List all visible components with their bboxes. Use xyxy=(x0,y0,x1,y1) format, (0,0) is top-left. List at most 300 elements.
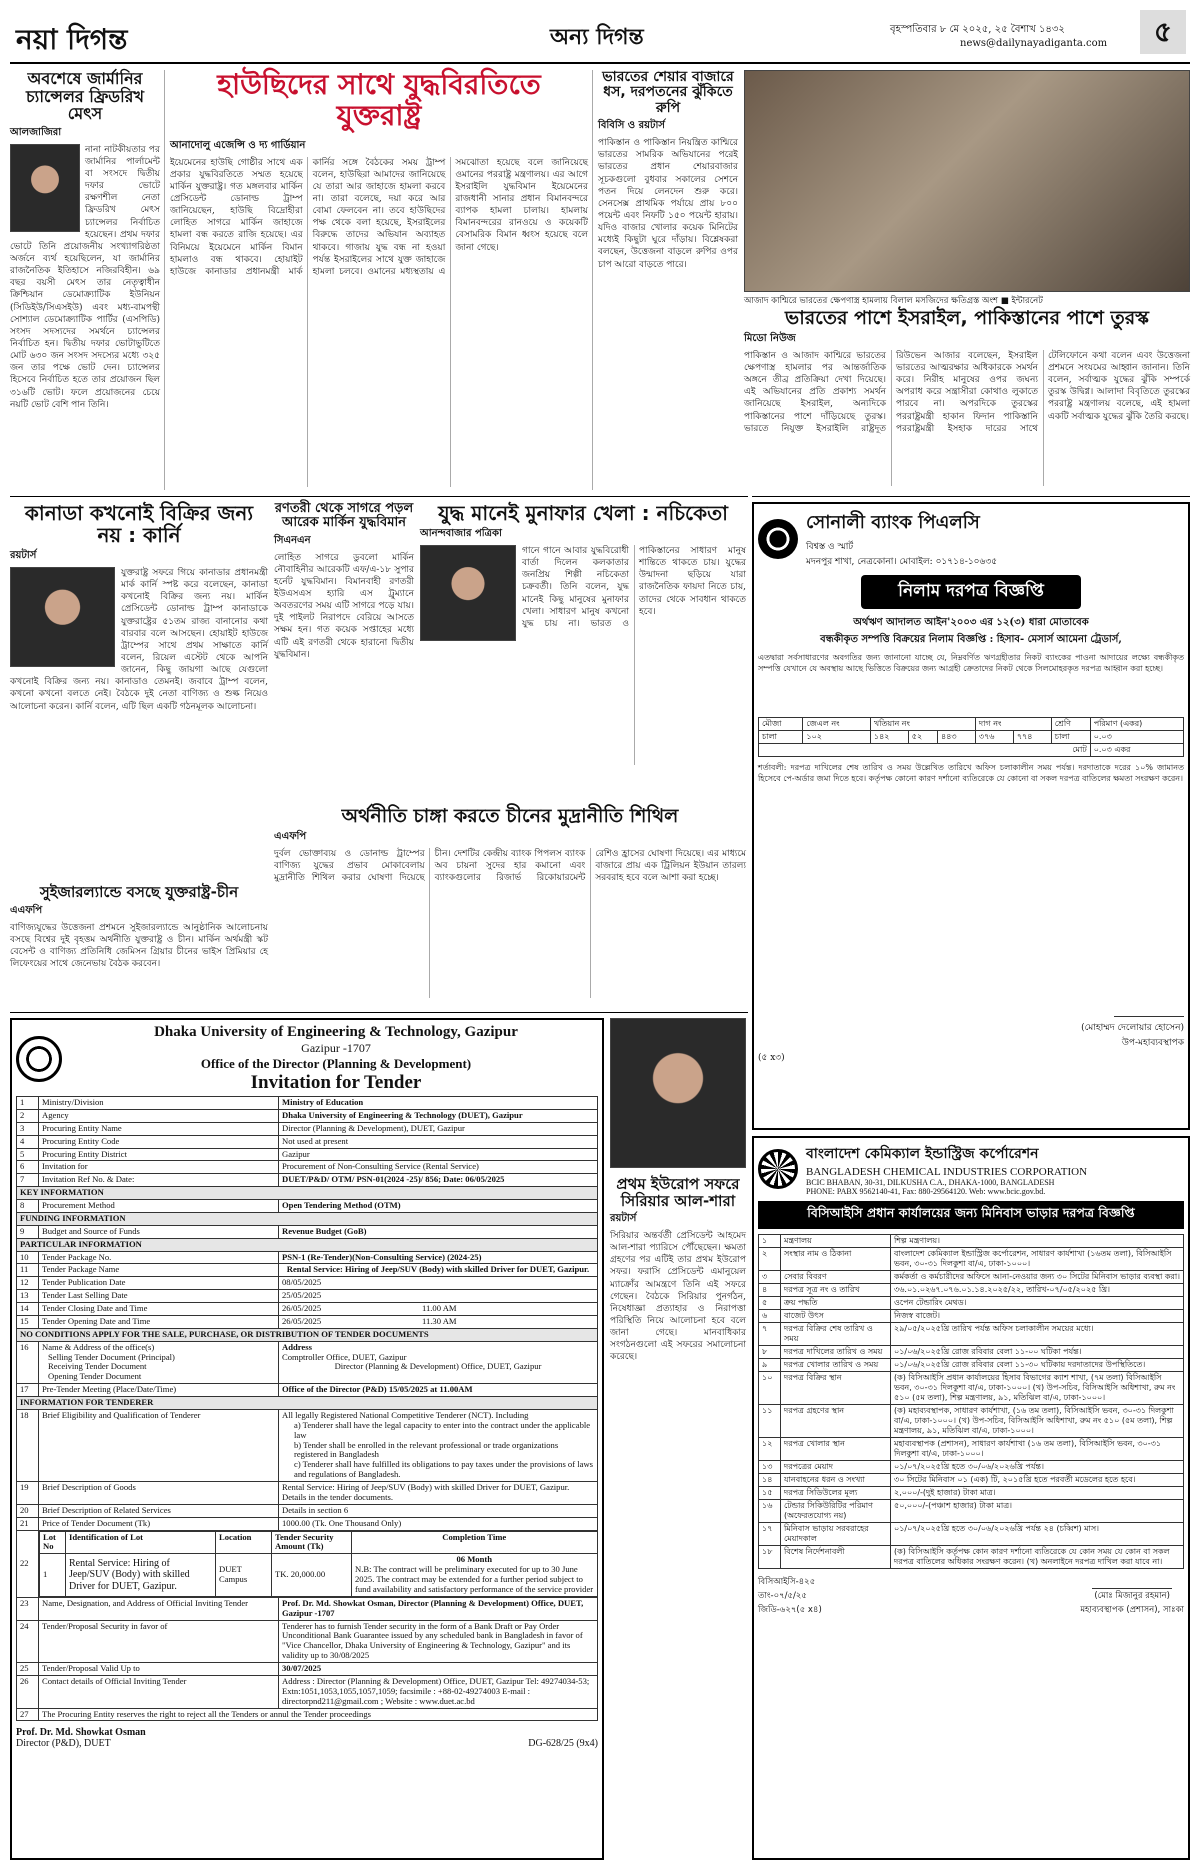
row-value: 25/05/2025 xyxy=(279,1290,598,1303)
syria-byline: রয়টার্স xyxy=(610,1213,637,1224)
row-value: DUET/P&D/ OTM/ PSN-01(2024 -25)/ 856; Date: 06/05/2025 xyxy=(279,1174,598,1187)
row-label: দরপত্র গ্রহণের স্থান xyxy=(781,1405,891,1438)
table-row xyxy=(17,1290,598,1303)
lot-amount: TK. 20,000.00 xyxy=(272,1554,352,1597)
table-row xyxy=(17,1663,598,1676)
red-sea-headline: রণতরী থেকে সাগরে পড়ল আরেক মার্কিন যুদ্ধবিমান xyxy=(274,501,414,531)
article-syria xyxy=(610,1018,746,1860)
total-value: ০.০৩ একর xyxy=(1090,744,1183,757)
article-india-stock xyxy=(598,70,738,490)
china-body: দুর্বল ভোক্তাব্যয় ও ডোনাল্ড ট্রাম্পের বাণিজ্য যুদ্ধের প্রভাব মোকাবেলায় মুদ্রানীতি শিথিল করার ঘোষণা দিয়েছে চীন। দেশটির কেন্দ্রীয় ব্যাংক পিপলস ব্যাংক অব চায়না সুদের হার কমানো এবং ব্যাংকগুলোর রিজার্ভ রিকোয়ারমেন্ট রেশিও হ্রাসের ঘোষণা দিয়েছে। এর মাধ্যমে বাজারে প্রায় এক ট্রিলিয়ন ইউয়ান তারল্য সরবরাহ হবে বলে আশা করা হচ্ছে। xyxy=(274,848,746,884)
row-value: ৫০,০০০/-(পঞ্চাশ হাজার) টাকা মাত্র। xyxy=(891,1500,1184,1523)
row-label: যানবাহনের ধরন ও সংখ্যা xyxy=(781,1474,891,1487)
row-value: ২,০০০/-(দুই হাজার) টাকা মাত্র। xyxy=(891,1487,1184,1500)
table-row xyxy=(759,1359,1184,1372)
table-row xyxy=(759,1372,1184,1405)
table-cell: চালা xyxy=(759,731,803,744)
row-label: মিনিবাস ভাড়ায় সরবরাহের মেয়াদকাল xyxy=(781,1523,891,1546)
row-num: ৮ xyxy=(759,1346,781,1359)
china-byline: এএফপি xyxy=(274,830,307,842)
table-row xyxy=(759,1323,1184,1346)
masthead xyxy=(10,6,1190,62)
page-number: ৫ xyxy=(1140,10,1186,54)
table-cell: ১০২ xyxy=(803,731,870,744)
lot-container xyxy=(39,1530,598,1597)
table-row xyxy=(759,1461,1184,1474)
lot-location: DUET Campus xyxy=(216,1554,272,1597)
syria-body: সিরিয়ার অন্তর্বর্তী প্রেসিডেন্ট আহমেদ আল-শারা প্যারিসে পৌঁছেছেন। ক্ষমতা গ্রহণের পর এটিই তার প্রথম ইউরোপ সফর। ফরাসি প্রেসিডেন্ট এমানুয়েল ম্যাক্রোঁর আমন্ত্রণে তিনি এই সফরে গেছেন। বৈঠকে সিরিয়ার পুনর্গঠন, নিষেধাজ্ঞা প্রত্যাহার ও নিরাপত্তা পরিস্থিতি নিয়ে আলোচনা হবে বলে জানা গেছে। মানবাধিকার সংগঠনগুলো এই সফরের সমালোচনা করেছে। xyxy=(610,1231,746,1363)
sonali-property-table xyxy=(758,717,1184,757)
row-num: 10 xyxy=(17,1251,39,1264)
row-value: Rental Service: Hiring of Jeep/SUV (Body) with skilled Driver for DUET, Gazipur. Details in the tender documents. xyxy=(279,1482,598,1505)
lot-header: Identification of Lot xyxy=(66,1531,216,1554)
duet-tender-ad xyxy=(10,1018,604,1860)
row-label: সংস্থার নাম ও ঠিকানা xyxy=(781,1248,891,1271)
table-row xyxy=(759,1284,1184,1297)
bcic-logo-icon xyxy=(758,1149,798,1189)
row-num: 26 xyxy=(17,1675,39,1708)
row-num: ১০ xyxy=(759,1372,781,1405)
row-label: Contact details of Official Inviting Tender xyxy=(39,1675,279,1708)
india-stock-body: পাকিস্তান ও পাকিস্তান নিয়ন্ত্রিত কাশ্মিরে ভারতের সামরিক অভিযানের পরেই ভারতের প্রধান শেয়ারবাজার সূচকগুলো বুধবার সকালের সেশনে পতন দিয়ে লেনদেন শুরু করে। সেনসেক্স প্রাথমিক পর্যায়ে প্রায় ৮০০ পয়েন্ট এবং নিফটি ১৫০ পয়েন্ট হারায়। যদিও বাজার খোলার কয়েক মিনিটের মধ্যেই কিছুটা ঘুরে দাঁড়ায়। বিশ্লেষকরা বলছেন, উত্তেজনা বাড়লে রুপির ওপর চাপ আরো বাড়তে পারে। xyxy=(598,138,738,270)
row-label: Price of Tender Document (Tk) xyxy=(39,1517,279,1530)
row-value: Address : Director (Planning & Development) Office, DUET, Gazipur Tel: 49274034-53; Extn:1051,1053,1055,1057,1059; facsimile : +88-02-49274003 E-mail : directorpnd211@gmail.com ; Website : www.duet.ac.bd xyxy=(279,1675,598,1708)
row-rule-2 xyxy=(10,1012,748,1013)
row-value: কর্মকর্তা ও কর্মচারীদের অফিসে আনা-নেওয়ার জন্য ৩০ সিটের মিনিবাস ভাড়ার ব্যবস্থা করা। xyxy=(891,1271,1184,1284)
lot-time-body: N.B: The contract will be preliminary executed for up to 30 June 2025. The contract may be extended for a further period subject to fund availability and satisfactory performance of the service provider xyxy=(355,1564,594,1594)
table-row xyxy=(17,1708,598,1721)
row-label: Brief Description of Related Services xyxy=(39,1504,279,1517)
article-main xyxy=(170,70,588,490)
table-row xyxy=(759,1235,1184,1248)
row-num: 19 xyxy=(17,1482,39,1505)
section-particular: PARTICULAR INFORMATION xyxy=(17,1238,598,1251)
row-num: 14 xyxy=(17,1303,39,1316)
syria-headline: প্রথম ইউরোপ সফরে সিরিয়ার আল-শারা xyxy=(616,1175,740,1210)
table-header-cell: মৌজা xyxy=(759,718,803,731)
row-value: নিজস্ব বাজেট। xyxy=(891,1310,1184,1323)
table-cell: চালা xyxy=(1051,731,1090,744)
duet-sign-name: Prof. Dr. Md. Showkat Osman xyxy=(16,1727,146,1739)
row-num: ১৫ xyxy=(759,1487,781,1500)
opening-date: 26/05/2025 xyxy=(282,1315,322,1326)
row-value: (ক) বিসিআইসি প্রধান কার্যালয়ের হিসাব বিভাগের ক্যাশ শাখা, (৭ম তলা) বিসিআইসি ভবন, ৩০-৩১ দিলকুশা বা/এ, ঢাকা-১০০০। (খ) উপ-সচিব, বিসিআইসি অধিশাখা, রুম নং ৫১০ (৫ম তলা), শিল্প মন্ত্রণালয়, ৯১, মতিঝিল বা/এ, ঢাকা-১০০০। xyxy=(891,1372,1184,1405)
row-label: Procuring Entity Code xyxy=(39,1135,279,1148)
table-row xyxy=(17,1620,598,1663)
row-label: দরপত্র খোলার স্থান xyxy=(781,1438,891,1461)
row-label: Pre-Tender Meeting (Place/Date/Time) xyxy=(39,1384,279,1397)
row-num: ১ xyxy=(759,1235,781,1248)
article-china xyxy=(274,806,746,1006)
row-value: Open Tendering Method (OTM) xyxy=(279,1200,598,1213)
row-value: 30/07/2025 xyxy=(279,1663,598,1676)
row-label: ক্রয় পদ্ধতি xyxy=(781,1297,891,1310)
row-num: 5 xyxy=(17,1148,39,1161)
table-row xyxy=(17,1200,598,1213)
sonali-bank-ad xyxy=(752,502,1190,1130)
row-label: দরপত্রের মেয়াদ xyxy=(781,1461,891,1474)
table-header-cell: জেএল নং xyxy=(803,718,870,731)
row-value: Revenue Budget (GoB) xyxy=(279,1225,598,1238)
row-value: 1000.00 (Tk. One Thousand Only) xyxy=(279,1517,598,1530)
row-value xyxy=(279,1303,598,1316)
section-header xyxy=(17,1212,598,1225)
row-num: ৯ xyxy=(759,1359,781,1372)
duet-sign-title: Director (P&D), DUET xyxy=(16,1738,111,1750)
row-label xyxy=(39,1341,279,1384)
masthead-rule xyxy=(10,62,1190,64)
main-body: ইয়েমেনের হাউছি গোষ্ঠীর সাথে এক প্রকার যুদ্ধবিরতিতে সম্মত হয়েছে মার্কিন যুক্তরাষ্ট্র। গত মঙ্গলবার মার্কিন প্রেসিডেন্ট ডোনাল্ড ট্রাম্প জানিয়েছেন, হাউছি বিদ্রোহীরা লোহিত সাগরে মার্কিন জাহাজে হামলা বন্ধ করতে রাজি হয়েছে। এর বিনিময়ে ইয়েমেনে মার্কিন বিমান হামলাও বন্ধ থাকবে। হোয়াইট হাউজে কানাডার প্রধানমন্ত্রী মার্ক কার্নির সঙ্গে বৈঠকের সময় ট্রাম্প বলেন, হাউছিরা আমাদের জানিয়েছে যে তারা আর জাহাজে হামলা করবে না। তারা বলেছে, দয়া করে আর বোমা ফেলবেন না। তবে হাউছিদের পক্ষ থেকে বলা হয়েছে, ইসরাইলের বিরুদ্ধে তাদের অভিযান অব্যাহত থাকবে। গাজায় যুদ্ধ বন্ধ না হওয়া পর্যন্ত ইসরাইলের সাথে যুক্ত জাহাজে হামলা চলবে। ওমানের মধ্যস্থতায় এ সমঝোতা হয়েছে বলে জানিয়েছে ওমানের পররাষ্ট্র মন্ত্রণালয়। এর আগে ইসরাইলি যুদ্ধবিমান ইয়েমেনের রাজধানী সানার প্রধান বিমানবন্দরে ব্যাপক হামলা চালায়। হামলায় বিমানবন্দরের রানওয়ে ও কয়েকটি বেসামরিক বিমান ধ্বংস হয়েছে বলে জানা গেছে। xyxy=(170,157,588,277)
table-row xyxy=(17,1303,598,1316)
row-label: দরপত্র সিডিউলের মূল্য xyxy=(781,1487,891,1500)
lot-no: 1 xyxy=(40,1554,66,1597)
col-rule-1 xyxy=(164,70,165,490)
war-profit-body: গানে গানে আবার যুদ্ধবিরোধী বার্তা দিলেন কলকাতার জনপ্রিয় শিল্পী নচিকেতা চক্রবর্তী। তিনি বলেন, যুদ্ধ মানেই কিছু মানুষের মুনাফার খেলা। সাধারণ মানুষ কখনো যুদ্ধ চায় না। ভারত ও পাকিস্তানের সাধারণ মানুষ শান্তিতে থাকতে চায়। যুদ্ধের উন্মাদনা ছড়িয়ে যারা রাজনৈতিক ফায়দা নিতে চায়, তাদের থেকে সাবধান থাকতে হবে। xyxy=(522,546,746,629)
row-label: Brief Eligibility and Qualification of Tenderer xyxy=(39,1409,279,1481)
row16-item-label: Selling Tender Document (Principal) xyxy=(48,1351,175,1362)
table-row xyxy=(17,1277,598,1290)
germany-body: নানা নাটকীয়তার পর জার্মানির পার্লামেন্ট বা সংসদে দ্বিতীয় দফার ভোটে রক্ষণশীল নেতা ফ্রিডরিখ মেৎস চ্যান্সেলর নির্বাচিত হয়েছেন। প্রথম দফার ভোটে তিনি প্রয়োজনীয় সংখ্যাগরিষ্ঠতা অর্জনে ব্যর্থ হয়েছিলেন, যা জার্মানির রাজনৈতিক ইতিহাসে নজিরবিহীন। ৬৯ বছর বয়সী মেৎস তার নেতৃত্বাধীন ক্রিশ্চিয়ান ডেমোক্র্যাটিক ইউনিয়ন (সিডিইউ/সিএসইউ) এবং মধ্য-বামপন্থী সোশ্যাল ডেমোক্র্যাটিক পার্টির (এসপিডি) সংসদ সদস্যদের সমর্থনে চ্যান্সেলর নির্বাচিত হন। দ্বিতীয় দফার ভোটাভুটিতে মোট ৬৩০ জন সংসদ সদস্যের মধ্যে ৩২৫ জন তার পক্ষে ভোট দেন। চ্যান্সেলর হিসেবে নির্বাচিত হতে তার প্রয়োজন ছিল ৩১৬টি ভোট। ফলে প্রয়োজনের চেয়ে নয়টি ভোট বেশি পান তিনি। xyxy=(10,144,160,410)
table-row xyxy=(17,1264,598,1277)
section-title: অন্য দিগন্ত xyxy=(550,25,644,50)
table-row xyxy=(17,1409,598,1481)
row-num: 25 xyxy=(17,1663,39,1676)
table-row xyxy=(759,1487,1184,1500)
row-value: মহাব্যবস্থাপক (প্রশাসন), সাধারণ কার্যশাখা (১৬ তম তলা), বিসিআইসি ভবন, ৩০-৩১ দিলকুশা বা/এ, ঢাকা-১০০০। xyxy=(891,1438,1184,1461)
row-label: দরপত্র দাখিলের তারিখ ও সময় xyxy=(781,1346,891,1359)
nachiketa-photo xyxy=(420,545,516,641)
row-label: Brief Description of Goods xyxy=(39,1482,279,1505)
row-label: Tender Opening Date and Time xyxy=(39,1315,279,1328)
row-label: Procuring Entity District xyxy=(39,1148,279,1161)
table-row xyxy=(17,1148,598,1161)
bcic-phone: PHONE: PABX 9562140-41, Fax: 880-29564120. Web: www.bcic.gov.bd. xyxy=(806,1187,1046,1196)
sonali-notice-title: নিলাম দরপত্র বিজ্ঞপ্তি xyxy=(861,575,1081,609)
main-headline: হাউছিদের সাথে যুদ্ধবিরতিতে যুক্তরাষ্ট্র xyxy=(217,68,541,132)
table-row xyxy=(759,1474,1184,1487)
row-label: Invitation Ref No. & Date: xyxy=(39,1174,279,1187)
table-total-row xyxy=(759,744,1184,757)
sonali-signature-icon xyxy=(1114,1001,1184,1017)
section-tenderer: INFORMATION FOR TENDERER xyxy=(17,1397,598,1410)
bcic-signature-name: (মোঃ মিজানুর রহমান) xyxy=(1094,1591,1170,1601)
table-header-cell: শ্রেণি xyxy=(1051,718,1090,731)
lot-table xyxy=(39,1531,598,1597)
row-rule-1b xyxy=(752,496,1190,497)
section-header xyxy=(17,1238,598,1251)
article-war-profit xyxy=(420,502,746,802)
row-value: ০১/০৭/২০২৫খ্রি হতে ৩০/০৬/২০২৬খ্রি পর্যন্ত ২৪ (চব্বিশ) মাস। xyxy=(891,1523,1184,1546)
india-stock-headline: ভারতের শেয়ার বাজারে ধস, দরপতনের ঝুঁকিতে রুপি xyxy=(602,69,734,116)
row-label: Tender/Proposal Security in favor of xyxy=(39,1620,279,1663)
row-num: 20 xyxy=(17,1504,39,1517)
sonali-bank-name: সোনালী ব্যাংক পিএলসি xyxy=(806,512,980,533)
row-num: 21 xyxy=(17,1517,39,1530)
row-value: বাংলাদেশ কেমিক্যাল ইন্ডাস্ট্রিজ কর্পোরেশন, সাধারণ কার্যশাখা (১৬তম তলা), বিসিআইসি ভবন, ৩০-৩১ দিলকুশা বা/এ, ঢাকা-১০০০। xyxy=(891,1248,1184,1271)
table-header-cell: খতিয়ান নং xyxy=(870,718,975,731)
row16-header: Address xyxy=(282,1341,312,1352)
germany-byline: আলজাজিরা xyxy=(10,126,62,138)
table-header-cell: পরিমাণ (একর) xyxy=(1090,718,1183,731)
lot-header: Location xyxy=(216,1531,272,1554)
lot-time-head: 06 Month xyxy=(456,1554,493,1565)
photo-credit-icon: ■ xyxy=(1000,296,1012,306)
row-value: ২৯/০৫/২০২৫খ্রি তারিখ পর্যন্ত অফিস চলাকালীন সময়ের মধ্যে। xyxy=(891,1323,1184,1346)
row-label: দরপত্র সূত্র নং ও তারিখ xyxy=(781,1284,891,1297)
duet-city: Gazipur -1707 xyxy=(301,1041,371,1055)
duet-title: Invitation for Tender xyxy=(250,1072,422,1093)
table-cell: ১৪২ xyxy=(870,731,908,744)
table-row xyxy=(17,1174,598,1187)
row-label: বাজেট উৎস xyxy=(781,1310,891,1323)
row-value: ০১/০৭/২০২৫খ্রি হতে ৩০/০৬/২০২৬খ্রি পর্যন্ত। xyxy=(891,1461,1184,1474)
table-row xyxy=(17,1161,598,1174)
row-num: ১৪ xyxy=(759,1474,781,1487)
row-label: টেন্ডার সিকিউরিটির পরিমাণ (অফেরতযোগ্য নয়) xyxy=(781,1500,891,1523)
section-header xyxy=(17,1187,598,1200)
israel-turkey-body: পাকিস্তান ও আজাদ কাশ্মিরে ভারতের ক্ষেপণাস্ত্র হামলার পর আন্তর্জাতিক অঙ্গনে তীব্র প্রতিক্রিয়া দেখা দিয়েছে। এই অভিযানের প্রতি প্রকাশ্য সমর্থন জানিয়েছে ইসরাইল, অন্যদিকে পাকিস্তানের পাশে দাঁড়িয়েছে তুরস্ক। ভারতে নিযুক্ত ইসরাইলি রাষ্ট্রদূত রিউভেন আজার বলেছেন, ইসরাইল ভারতের আত্মরক্ষার অধিকারকে সমর্থন করে। নিরীহ মানুষের ওপর জঘন্য অপরাধ করে সন্ত্রাসীরা কোথাও লুকাতে পারবে না। অপরদিকে তুরস্কের পররাষ্ট্রমন্ত্রী হাকান ফিদান পাকিস্তানি পররাষ্ট্রমন্ত্রী ইসহাক দারের সাথে টেলিফোনে কথা বলেন এবং উত্তেজনা প্রশমনে সংযমের আহ্বান জানান। তিনি বলেন, সর্বাত্মক যুদ্ধের ঝুঁকি সম্পর্কে তুরস্ক উদ্বিগ্ন। আলাদা বিবৃতিতে তুরস্কের পররাষ্ট্র মন্ত্রণালয় বলেছে, এই হামলা একটি সর্বাত্মক যুদ্ধের ঝুঁকি তৈরি করছে। xyxy=(744,350,1190,434)
table-row xyxy=(17,1097,598,1110)
row-num: 24 xyxy=(17,1620,39,1663)
lot-completion xyxy=(352,1554,598,1597)
table-row xyxy=(17,1109,598,1122)
row-num: 27 xyxy=(17,1708,39,1721)
table-row xyxy=(759,1546,1184,1569)
row-value xyxy=(279,1409,598,1481)
bcic-name-bn: বাংলাদেশ কেমিক্যাল ইন্ডাস্ট্রিজ কর্পোরেশন xyxy=(806,1146,1039,1162)
sonali-tagline: বিশ্বস্ত ও স্মার্ট xyxy=(806,542,854,552)
row-value: শিল্প মন্ত্রণালয়। xyxy=(891,1235,1184,1248)
row-value: ওপেন টেন্ডারিং মেথড। xyxy=(891,1297,1184,1310)
kashmir-mosque-photo xyxy=(744,70,1190,292)
opening-time: 11.30 AM xyxy=(422,1315,457,1326)
bcic-footer-gd: জিডি-৬২৭(৫ x৪) xyxy=(758,1605,822,1615)
table-row xyxy=(17,1597,598,1620)
row-num: 8 xyxy=(17,1200,39,1213)
row16-item-label: Receiving Tender Document xyxy=(48,1361,147,1372)
carney-photo xyxy=(10,567,115,667)
india-stock-byline: বিবিসি ও রয়টার্স xyxy=(598,120,665,132)
table-cell: ৪৪৩ xyxy=(938,731,976,744)
sonali-subtitle: অর্থঋণ আদালত আইন'২০০৩ এর ১২(৩) ধারা মোতাবেক xyxy=(853,617,1089,628)
lot-header: Tender Security Amount (Tk) xyxy=(272,1531,352,1554)
photo-caption: আজাদ কাশ্মিরে ভারতের ক্ষেপণাস্ত্র হামলায় বিলাল মসজিদের ক্ষতিগ্রস্ত অংশ xyxy=(744,296,999,306)
table-row xyxy=(17,1517,598,1530)
row-num: 18 xyxy=(17,1409,39,1481)
section-header xyxy=(17,1397,598,1410)
article-canada xyxy=(10,502,268,880)
main-byline: আনাদোলু এজেন্সি ও দ্য গার্ডিয়ান xyxy=(170,139,306,151)
sonali-subtitle2: বন্ধকীকৃত সম্পত্তি বিক্রয়ের নিলাম বিজ্ঞপ্তি : হিসাব- মেসার্স আমেনা ট্রেডার্স, xyxy=(820,634,1122,645)
row-num: 6 xyxy=(17,1161,39,1174)
bcic-footer-ref: বিসিআইসি-৪২৫ xyxy=(758,1577,816,1587)
table-row xyxy=(759,1346,1184,1359)
table-row xyxy=(17,1530,598,1597)
row-value: Office of the Director (P&D) 15/05/2025 at 11.00AM xyxy=(279,1384,598,1397)
sonali-signature-title: উপ-মহাব্যবস্থাপক xyxy=(1121,1038,1184,1048)
sonali-table-header xyxy=(759,718,1184,731)
sonali-body: এতদ্বারা সর্বসাধারণের অবগতির জন্য জানানো যাচ্ছে যে, নিম্নবর্ণিত ঋণগ্রহীতার নিকট ব্যাংকের পাওনা আদায়ের লক্ষ্যে বন্ধকীকৃত সম্পত্তি যেখানে যে অবস্থায় আছে ভিত্তিতে বিক্রয়ের জন্য আগ্রহী ক্রেতাদের নিকট থেকে সিলমোহরকৃত দরপত্র আহ্বান করা হচ্ছে। xyxy=(758,653,1184,673)
total-label: মোট xyxy=(759,744,1091,757)
row16-item-value: Comptroller Office, DUET, Gazipur xyxy=(282,1351,407,1362)
table-row xyxy=(759,1310,1184,1323)
row-label: Procuring Entity Name xyxy=(39,1122,279,1135)
col-rule-2 xyxy=(592,70,593,490)
duet-ref: DG-628/25 (9x4) xyxy=(528,1738,598,1750)
row-label: Tender Package Name xyxy=(39,1264,279,1277)
row-num: ১৬ xyxy=(759,1500,781,1523)
red-sea-byline: সিএনএন xyxy=(274,534,311,546)
row-label: Tender Last Selling Date xyxy=(39,1290,279,1303)
bcic-address: BCIC BHABAN, 30-31, DILKUSHA C.A., DHAKA-1000, BANGLADESH xyxy=(806,1178,1055,1187)
row-value: Tenderer has to furnish Tender security in the form of a Bank Draft or Pay Order Unconditional Bank Guarantee issued by any scheduled bank in Bangladesh in favor of "Vice Chancellor, Dhaka University of Engineering & Technology, Gazipur" and its validity up to 30/08/2025 xyxy=(279,1620,598,1663)
table-row xyxy=(17,1135,598,1148)
duet-office: Office of the Director (Planning & Development) xyxy=(200,1056,472,1071)
row-label: Name, Designation, and Address of Official Inviting Tender xyxy=(39,1597,279,1620)
row-num: 2 xyxy=(17,1109,39,1122)
row-value: Details in section 6 xyxy=(279,1504,598,1517)
row-num: 11 xyxy=(17,1264,39,1277)
row-num: ১৭ xyxy=(759,1523,781,1546)
photo-credit: ইন্টারনেট xyxy=(1011,296,1043,306)
row18-item: a) Tenderer shall have the legal capacity to enter into the contract under the applicable law xyxy=(294,1419,591,1440)
row-label: Ministry/Division xyxy=(39,1097,279,1110)
section-key: KEY INFORMATION xyxy=(17,1187,598,1200)
row-label: বিশেষ নির্দেশনাবলী xyxy=(781,1546,891,1569)
article-israel-turkey xyxy=(744,308,1190,490)
row-value: ৩০ সিটের মিনিবাস ০১ (এক) টি, ২০১৫খ্রি হতে পরবর্তী মডেলের হতে হবে। xyxy=(891,1474,1184,1487)
row-num: 9 xyxy=(17,1225,39,1238)
table-row xyxy=(759,1248,1184,1271)
article-red-sea xyxy=(274,502,414,802)
row-value: Not used at present xyxy=(279,1135,598,1148)
red-sea-body: লোহিত সাগরে ডুবলো মার্কিন নৌবাহিনীর আরেকটি এফ/এ-১৮ সুপার হর্নেট যুদ্ধবিমান। বিমানবাহী রণতরী ইউএসএস হ্যারি এস ট্রুম্যানে অবতরণের সময় এটি সাগরে পড়ে যায়। দুই পাইলট নিরাপদে বেরিয়ে আসতে সক্ষম হন। গত কয়েক সপ্তাহের মধ্যে এটি এই রণতরী থেকে হারানো দ্বিতীয় যুদ্ধবিমান। xyxy=(274,552,414,660)
row-rule-1 xyxy=(10,496,748,497)
table-cell: ০.০৩ xyxy=(1090,731,1183,744)
bcic-table xyxy=(758,1234,1184,1569)
row-num: 12 xyxy=(17,1277,39,1290)
issue-date: বৃহস্পতিবার ৮ মে ২০২৫, ২৫ বৈশাখ ১৪৩২ xyxy=(890,24,1065,35)
row18-intro: All legally Registered National Competitive Tenderer (NCT). Including xyxy=(282,1409,529,1420)
war-profit-byline: আনন্দবাজার পত্রিকা xyxy=(420,528,502,539)
row-label: Procurement Method xyxy=(39,1200,279,1213)
duet-institution: Dhaka University of Engineering & Technology, Gazipur xyxy=(154,1024,518,1040)
row-num: ১৮ xyxy=(759,1546,781,1569)
row-num: ৬ xyxy=(759,1310,781,1323)
section-header xyxy=(17,1328,598,1341)
table-row xyxy=(17,1341,598,1384)
row-label: দরপত্র বিক্রির স্থান xyxy=(781,1372,891,1405)
table-row xyxy=(759,1271,1184,1284)
row-num: ৭ xyxy=(759,1323,781,1346)
photo-caption-bar xyxy=(744,294,1190,308)
row-num: ৪ xyxy=(759,1284,781,1297)
row-value: 08/05/2025 xyxy=(279,1277,598,1290)
table-row xyxy=(17,1675,598,1708)
table-row xyxy=(759,1438,1184,1461)
section-noconditions: NO CONDITIONS APPLY FOR THE SALE, PURCHASE, OR DISTRIBUTION OF TENDER DOCUMENTS xyxy=(17,1328,598,1341)
lot-header: Lot No xyxy=(40,1531,66,1554)
sonali-ref: (৫ x৩) xyxy=(758,1053,785,1063)
row-num: ৫ xyxy=(759,1297,781,1310)
bcic-notice-title: বিসিআইসি প্রধান কার্যালয়ের জন্য মিনিবাস ভাড়ার দরপত্র বিজ্ঞপ্তি xyxy=(758,1201,1184,1229)
row16-item-label: Opening Tender Document xyxy=(48,1371,142,1382)
row-label: Invitation for xyxy=(39,1161,279,1174)
row-label: Tender Closing Date and Time xyxy=(39,1303,279,1316)
table-row xyxy=(17,1225,598,1238)
israel-turkey-byline: মিডো নিউজ xyxy=(744,332,796,344)
row-label: Agency xyxy=(39,1109,279,1122)
row-num: 22 xyxy=(17,1530,39,1597)
row-value: Director (Planning & Development), DUET, Gazipur xyxy=(279,1122,598,1135)
al-sharaa-photo xyxy=(610,1018,746,1168)
row-label: Tender Publication Date xyxy=(39,1277,279,1290)
row-num: 7 xyxy=(17,1174,39,1187)
row16-label: Name & Address of the office(s) xyxy=(42,1341,155,1352)
table-header-cell: দাগ নং xyxy=(975,718,1051,731)
bcic-signature-icon xyxy=(1092,1575,1172,1589)
bcic-footer-date: তাং-০৭/৫/২৫ xyxy=(758,1591,807,1601)
table-row xyxy=(17,1122,598,1135)
closing-date: 26/05/2025 xyxy=(282,1303,322,1313)
row-value: Rental Service: Hiring of Jeep/SUV (Body) with skilled Driver for DUET, Gazipur. xyxy=(279,1264,598,1277)
table-row xyxy=(759,1523,1184,1546)
row-num: ১২ xyxy=(759,1438,781,1461)
switzerland-body: বাণিজ্যযুদ্ধের উত্তেজনা প্রশমনে সুইজারল্যান্ডে আনুষ্ঠানিক আলোচনায় বসছে বিশ্বের দুই বৃহত্তম অর্থনীতি যুক্তরাষ্ট্র ও চীন। মার্কিন অর্থমন্ত্রী স্কট বেসেন্ট ও বাণিজ্য প্রতিনিধি জেমিসন গ্রিয়ার চীনের ভাইস প্রিমিয়ার হে লিফেংয়ের সাথে জেনেভায় বৈঠক করবেন। xyxy=(10,922,268,969)
row-num: 15 xyxy=(17,1315,39,1328)
row-label: দরপত্র খোলার তারিখ ও সময় xyxy=(781,1359,891,1372)
duet-tender-table xyxy=(16,1096,598,1721)
table-row xyxy=(17,1251,598,1264)
row-value: Gazipur xyxy=(279,1148,598,1161)
row-num: 3 xyxy=(17,1122,39,1135)
sonali-address: মদনপুর শাখা, নেত্রকোনা। মোবাইল: ০১৭১৪-১০৬৩৫ xyxy=(806,557,998,567)
sonali-signature-name: (মোহাম্মদ দেলোয়ার হোসেন) xyxy=(1081,1023,1184,1033)
row-num: ১৩ xyxy=(759,1461,781,1474)
contact-email[interactable]: news@dailynayadiganta.com xyxy=(960,38,1108,49)
row-num: ১১ xyxy=(759,1405,781,1438)
row-value xyxy=(279,1315,598,1328)
israel-turkey-headline: ভারতের পাশে ইসরাইল, পাকিস্তানের পাশে তুরস্ক xyxy=(785,307,1149,329)
row-value: PSN-1 (Re-Tender)(Non-Consulting Service) (2024-25) xyxy=(279,1251,598,1264)
table-row xyxy=(17,1384,598,1397)
switzerland-headline: সুইজারল্যান্ডে বসছে যুক্তরাষ্ট্র-চীন xyxy=(39,883,239,901)
table-row xyxy=(759,731,1184,744)
bcic-ad xyxy=(752,1136,1190,1860)
table-row xyxy=(17,1315,598,1328)
row-label: Tender Package No. xyxy=(39,1251,279,1264)
newspaper-logo[interactable]: নয়া দিগন্ত xyxy=(16,23,128,56)
row-value: Procurement of Non-Consulting Service (Rental Service) xyxy=(279,1161,598,1174)
article-germany xyxy=(10,70,160,490)
table-cell: ৩৭৬ xyxy=(975,731,1013,744)
table-row xyxy=(759,1500,1184,1523)
row-value: (ক) বিসিআইসি কর্তৃপক্ষ কোন কারণ দর্শানো ব্যতিরেকে যে কোন সময় যে কোন বা সকল দরপত্র বাতিলের অধিকার সংরক্ষণ করেন। (খ) অনলাইনে দরপত্র দাখিল করা যাবে না। xyxy=(891,1546,1184,1569)
row-value: Dhaka University of Engineering & Technology (DUET), Gazipur xyxy=(279,1109,598,1122)
table-row xyxy=(17,1504,598,1517)
table-cell: ৭৭৪ xyxy=(1013,731,1051,744)
germany-headline: অবশেষে জার্মানির চ্যান্সেলর ফ্রিডরিখ মেৎস xyxy=(26,69,144,124)
row-num: 13 xyxy=(17,1290,39,1303)
row18-item: b) Tender shall be enrolled in the relevant professional or trade organizations registered in Bangladesh xyxy=(294,1439,559,1460)
row-num: ৩ xyxy=(759,1271,781,1284)
row-value: ০১/০৬/২০২৫খ্রি রোজ রবিবার বেলা ১১-০০ ঘটিকা পর্যন্ত। xyxy=(891,1346,1184,1359)
row18-item: c) Tenderer shall have fulfilled its obligations to pay taxes under the provisions of laws and regulations of Bangladesh. xyxy=(294,1459,593,1480)
bcic-name-en: BANGLADESH CHEMICAL INDUSTRIES CORPORATION xyxy=(806,1166,1088,1178)
table-row xyxy=(759,1297,1184,1310)
row-num: 4 xyxy=(17,1135,39,1148)
row-value xyxy=(279,1341,598,1384)
